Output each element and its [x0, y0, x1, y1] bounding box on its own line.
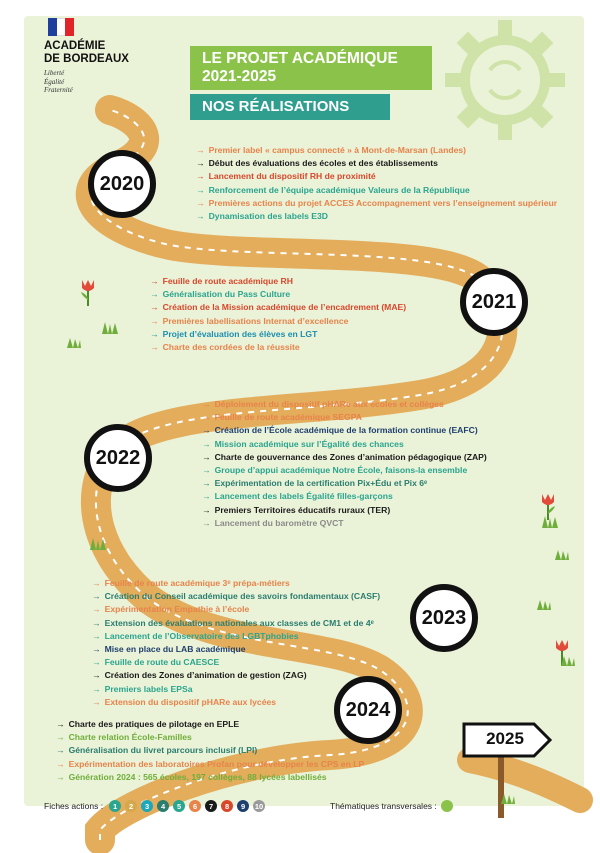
list-item [202, 464, 487, 477]
legend-transversal-label: Thématiques transversales : [330, 801, 437, 811]
list-item-text: Extension des évaluations nationales aux classes de CM1 et de 4ᵉ [104, 617, 374, 628]
academy-name [44, 40, 184, 66]
grass-icon [554, 548, 570, 560]
achievements-2021 [150, 275, 406, 354]
list-item-text: Premières labellisations Internat d’excellence [162, 315, 349, 326]
arrow-icon: → [92, 696, 101, 707]
legend-chip-10: 10 [254, 801, 264, 811]
list-item [56, 771, 364, 784]
arrow-icon: → [202, 451, 211, 462]
arrow-icon: → [196, 171, 205, 182]
list-item [196, 197, 557, 210]
list-item-text: Mise en place du LAB académique [104, 644, 246, 655]
marianne-flag-icon [48, 18, 74, 36]
arrow-icon: → [56, 732, 65, 743]
list-item-text: Projet d’évaluation des élèves en LGT [162, 328, 318, 339]
legend-chip-5: 5 [173, 800, 185, 812]
arrow-icon: → [92, 683, 101, 694]
arrow-icon: → [202, 425, 211, 436]
arrow-icon: → [150, 342, 159, 353]
list-item [150, 288, 406, 301]
list-item [56, 744, 364, 757]
motto-liberte: Liberté [44, 69, 65, 77]
legend-chip-6: 6 [189, 800, 201, 812]
list-item-text: Charte des cordées de la réussite [162, 342, 300, 353]
list-item-text: Lancement de l’Observatoire des LGBTphobies [104, 630, 299, 641]
arrow-icon: → [92, 604, 101, 615]
arrow-icon: → [92, 630, 101, 641]
list-item [202, 398, 487, 411]
list-item [92, 656, 380, 669]
list-item-text: Lancement des labels Égalité filles-garçons [214, 491, 393, 502]
arrow-icon: → [150, 328, 159, 339]
motto-egalite: Égalité [44, 77, 65, 86]
list-item-text: Feuille de route académique RH [162, 276, 293, 286]
list-item [202, 504, 487, 517]
list-item-text: Création de la Mission académique de l’encadrement (MAE) [162, 302, 407, 313]
list-item [150, 328, 406, 341]
list-item [150, 301, 406, 314]
list-item-text: Mission académique sur l’Égalité des chances [214, 438, 404, 449]
list-item [56, 758, 364, 771]
arrow-icon: → [92, 578, 101, 588]
list-item [202, 411, 487, 424]
grass-icon [560, 654, 576, 666]
list-item [92, 577, 380, 590]
motto-fraternite: Fraternité [44, 86, 73, 94]
list-item-text: Feuille de route du CAESCE [104, 657, 220, 668]
list-item-text: Lancement du dispositif RH de proximité [208, 171, 376, 182]
legend-chip-3: 3 [141, 800, 153, 812]
page-title [190, 46, 432, 90]
list-item [92, 630, 380, 643]
year-marker-2025: 2025 [486, 729, 524, 748]
year-marker-2021: 2021 [460, 268, 528, 336]
list-item-text: Création du Conseil académique des savoirs fondamentaux (CASF) [104, 591, 381, 602]
list-item-text: Groupe d’appui académique Notre École, faisons-la ensemble [214, 465, 468, 476]
grass-icon [536, 598, 552, 610]
legend-chip-4: 4 [157, 800, 169, 812]
arrow-icon: → [196, 184, 205, 195]
list-item [92, 603, 380, 616]
list-item [196, 184, 557, 197]
arrow-icon: → [196, 145, 205, 155]
list-item [196, 157, 557, 170]
list-item [202, 517, 487, 530]
list-item [196, 144, 557, 157]
arrow-icon: → [202, 517, 211, 528]
list-item [150, 341, 406, 354]
list-item-text: Extension du dispositif pHARe aux lycées [104, 696, 277, 707]
grass-icon [500, 792, 516, 804]
list-item-text: Expérimentation Empathie à l’école [104, 604, 250, 615]
list-item-text: Lancement du baromètre QVCT [214, 517, 344, 528]
list-item-text: Premières actions du projet ACCES Accompagnement vers l’enseignement supérieur [208, 197, 558, 208]
legend-label: Fiches actions : [44, 801, 104, 811]
legend-chip-2: 2 [125, 800, 137, 812]
list-item [92, 669, 380, 682]
arrow-icon: → [92, 591, 101, 602]
list-item-text: Premier label « campus connecté » à Mont-de-Marsan (Landes) [208, 145, 467, 155]
list-item-text: Dynamisation des labels E3D [208, 211, 328, 222]
list-item-text: Généralisation du Pass Culture [162, 289, 291, 300]
year-marker-2022: 2022 [84, 424, 152, 492]
list-item-text: Génération 2024 : 565 écoles, 197 collèges, 88 lycées labellisés [68, 771, 327, 782]
arrow-icon: → [150, 289, 159, 300]
achievements-2022 [202, 398, 487, 530]
list-item [202, 490, 487, 503]
arrow-icon: → [92, 644, 101, 655]
arrow-icon: → [202, 478, 211, 489]
list-item-text: Création de l’École académique de la formation continue (EAFC) [214, 425, 478, 436]
list-item-text: Charte relation École-Familles [68, 732, 192, 743]
year-marker-2020: 2020 [88, 150, 156, 218]
arrow-icon: → [56, 758, 65, 769]
arrow-icon: → [56, 745, 65, 756]
title-line1: LE PROJET ACADÉMIQUE [202, 50, 398, 67]
list-item [202, 424, 487, 437]
academy-line2: DE BORDEAUX [44, 53, 129, 65]
list-item-text: Début des évaluations des écoles et des établissements [208, 158, 438, 169]
arrow-icon: → [202, 438, 211, 449]
achievements-2024 [56, 718, 364, 784]
list-item [202, 477, 487, 490]
legend-transversal [330, 800, 453, 812]
achievements-2020 [196, 144, 557, 223]
arrow-icon: → [202, 465, 211, 476]
legend-chip-7: 7 [205, 800, 217, 812]
list-item [56, 731, 364, 744]
list-item [92, 590, 380, 603]
list-item-text: Expérimentation de la certification Pix+Édu et Pix 6ᵉ [214, 478, 428, 489]
list-item-text: Premiers Territoires éducatifs ruraux (TER) [214, 504, 391, 515]
grass-icon [100, 320, 120, 334]
arrow-icon: → [92, 670, 101, 681]
arrow-icon: → [196, 158, 205, 169]
arrow-icon: → [202, 491, 211, 502]
list-item-text: Renforcement de l’équipe académique Valeurs de la République [208, 184, 470, 195]
arrow-icon: → [202, 412, 211, 423]
grass-icon [88, 536, 108, 550]
list-item [92, 617, 380, 630]
arrow-icon: → [202, 504, 211, 515]
achievements-2023 [92, 577, 380, 709]
list-item [92, 643, 380, 656]
list-item-text: Charte de gouvernance des Zones d’animation pédagogique (ZAP) [214, 451, 487, 462]
list-item-text: Déploiement du dispositif pHARe aux écoles et collèges [214, 399, 444, 409]
list-item [92, 696, 380, 709]
list-item [202, 438, 487, 451]
list-item [56, 718, 364, 731]
list-item [202, 451, 487, 464]
list-item-text: Feuille de route académique SEGPA [214, 412, 363, 423]
arrow-icon: → [202, 399, 211, 409]
list-item-text: Premiers labels EPSa [104, 683, 193, 694]
list-item [92, 683, 380, 696]
legend-actions [44, 800, 265, 812]
flower-icon [78, 276, 98, 308]
republic-motto [44, 69, 184, 95]
grass-icon [66, 336, 82, 348]
academy-logo [44, 18, 184, 95]
year-marker-2023: 2023 [410, 584, 478, 652]
arrow-icon: → [150, 302, 159, 313]
list-item-text: Expérimentation des laboratoires Profan pour développer les CPS en LP [68, 758, 365, 769]
list-item [196, 170, 557, 183]
arrow-icon: → [92, 657, 101, 668]
list-item-text: Charte des pratiques de pilotage en EPLE [68, 719, 240, 729]
arrow-icon: → [92, 617, 101, 628]
title-line2: 2021-2025 [202, 68, 277, 85]
list-item-text: Feuille de route académique 3ᵉ prépa-métiers [104, 578, 290, 588]
list-item-text: Création des Zones d’animation de gestion (ZAG) [104, 670, 307, 681]
page-subtitle: NOS RÉALISATIONS [190, 94, 390, 120]
list-item-text: Généralisation du livret parcours inclusif (LPI) [68, 745, 258, 756]
grass-icon [540, 514, 560, 528]
arrow-icon: → [56, 771, 65, 782]
arrow-icon: → [196, 197, 205, 208]
list-item [150, 315, 406, 328]
legend-chip-9: 9 [237, 800, 249, 812]
arrow-icon: → [56, 719, 65, 729]
legend-chip-1: 1 [109, 800, 121, 812]
arrow-icon: → [150, 315, 159, 326]
legend-chips [105, 800, 265, 812]
academy-line1: ACADÉMIE [44, 40, 106, 52]
year-marker-2024: 2024 [334, 676, 402, 744]
arrow-icon: → [150, 276, 159, 286]
gear-icon [420, 10, 590, 150]
legend-transversal-chip [441, 800, 453, 812]
arrow-icon: → [196, 211, 205, 222]
list-item [196, 210, 557, 223]
list-item [150, 275, 406, 288]
legend-chip-8: 8 [221, 800, 233, 812]
